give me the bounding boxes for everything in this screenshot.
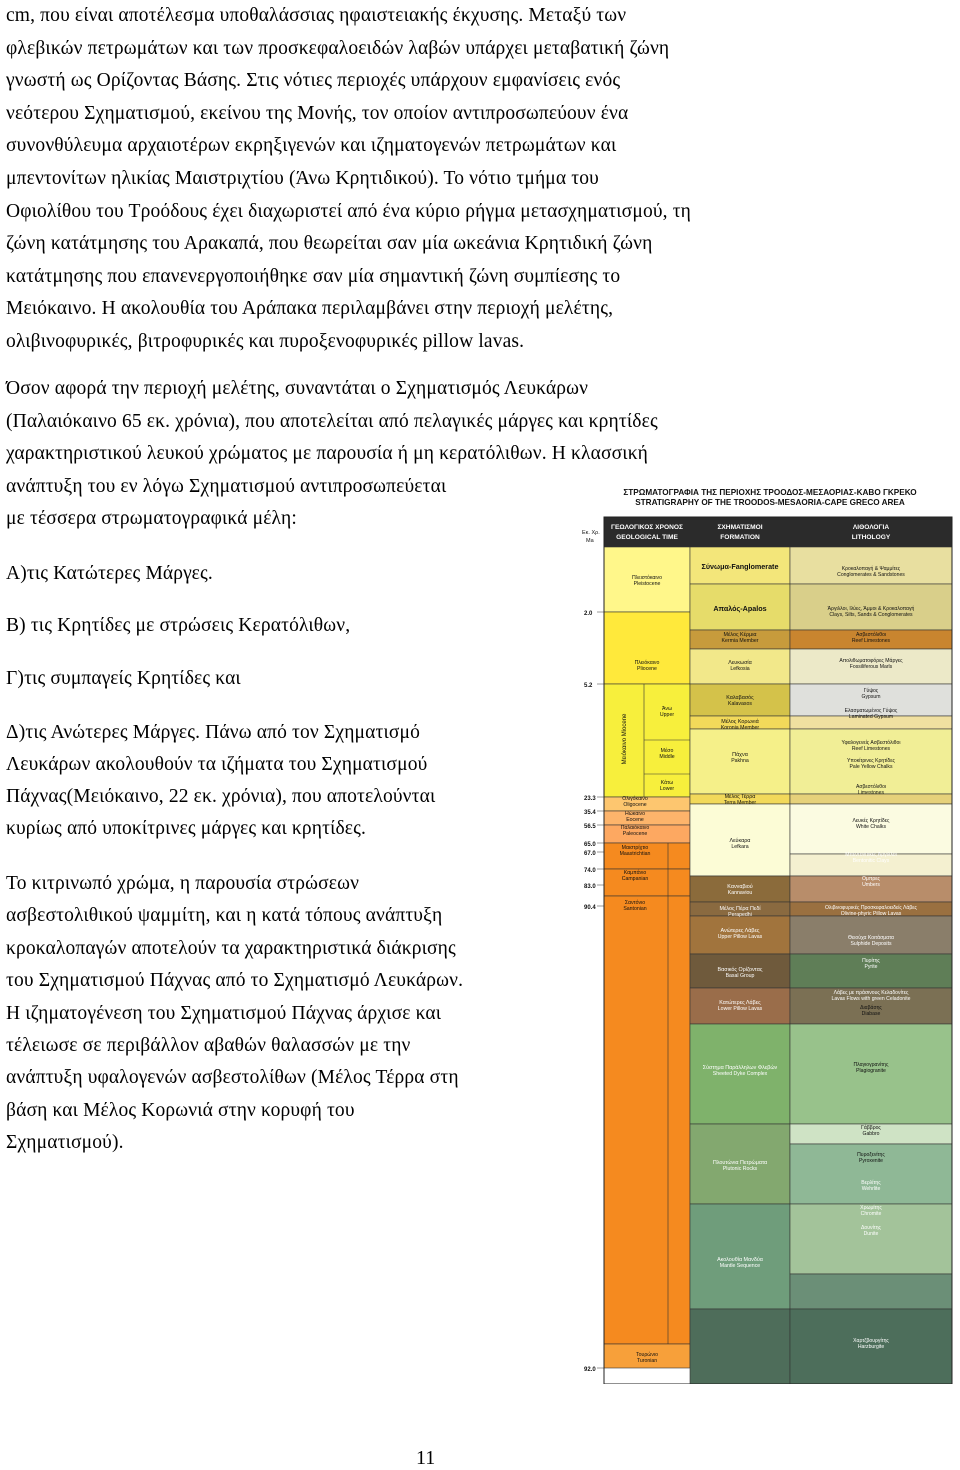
lithology-label: Ασβεστόλιθοι	[855, 632, 887, 638]
lithology-label: Μπεντονιτικές Άργιλλοι	[845, 852, 897, 858]
text-line: τέλειωσε σε περιβάλλον αβαθών θαλασσών με την	[6, 1035, 411, 1057]
formation-label: Ακολουθία Μανδύα	[717, 1257, 763, 1263]
lithology-label: Θειούχα Κοιτάσματα	[848, 935, 894, 941]
text-line: νεότερου Σχηματισμού, εκείνου της Μονής, τον οποίον αντιπροσωπεύουν ένα	[6, 102, 629, 124]
member-line: Β) τις Κρητίδες με στρώσεις Κερατόλιθων,	[6, 615, 351, 636]
formation-label: Απαλός-Apalos	[713, 604, 767, 613]
formation-label: Λευκωσία	[728, 660, 752, 666]
lithology-label-en: Laminated Gypsum	[848, 714, 894, 720]
epoch-label-en: Paleocene	[622, 831, 648, 837]
lithology-label: Ασβεστόλιθοι	[855, 784, 887, 790]
text-line: συνονθύλευμα αρχαιοτέρων εκρηξιγενών και ιζηματογενών πετρωμάτων και	[6, 135, 617, 157]
lithology-label-en: Sulphide Deposits	[850, 941, 892, 947]
formation-band	[690, 1309, 790, 1384]
epoch-label-en: Pliocene	[637, 666, 657, 672]
formation-label-en: Kalavasos	[728, 701, 752, 707]
text-line: μπεντονίτων ηλικίας Μαιστριχτίου (Άνω Κρητιδικού). Το νότιο τμήμα του	[6, 167, 599, 189]
header-time-gr: ΓΕΩΛΟΓΙΚΟΣ ΧΡΟΝΟΣ	[611, 524, 683, 531]
text-line: ζώνη κατάτμησης του Αρακαπά, που θεωρείται σαν μία ωκεάνια Κρητιδική ζώνη	[6, 233, 653, 255]
lithology-label: Υφαλογενείς Ασβεστόλιθοι	[841, 740, 901, 746]
text-line: με τέσσερα στρωματογραφικά μέλη:	[6, 508, 297, 530]
lithology-label-en: Pyroxenite	[858, 1158, 884, 1164]
member-line: κυρίως από υποκίτρινες μάργες και κρητίδες.	[6, 818, 367, 839]
epoch-label-en: Santonian	[623, 906, 647, 912]
lithology-label: Πυρίτης	[862, 958, 880, 964]
formation-label: Πλουτώνια Πετρώματα	[712, 1160, 768, 1166]
lithology-label-en: Bentonitic Clays	[852, 858, 890, 864]
header-time-en: GEOLOGICAL TIME	[616, 534, 678, 541]
miocene-sub-en: Middle	[659, 754, 675, 760]
epoch-label-en: Eocene	[626, 817, 644, 823]
formation-label: Καλαβασός	[726, 695, 754, 701]
text-line: βάση και Μέλος Κορωνιά στην κορυφή του	[6, 1099, 355, 1121]
time-band	[604, 684, 690, 797]
age-tick: 2.0	[584, 611, 593, 617]
formation-label-en: Pakhna	[731, 758, 749, 764]
miocene-label: Μειόκαινο Miocene	[622, 713, 628, 765]
text-line: του Σχηματισμού Πάχνας από το Σχηματισμό Λευκάρων.	[6, 970, 464, 992]
formation-label: Πάχνα	[732, 752, 748, 758]
header-formation	[690, 517, 790, 547]
epoch-label: Παλαιόκαινο	[620, 825, 650, 831]
text-line: χαρακτηριστικού λευκού χρώματος με παρουσία ή μη κερατόλιθων. Η κλασσική	[6, 443, 649, 465]
member-line: Δ)τις Ανώτερες Μάργες. Πάνω από τον Σχηματισμό	[6, 722, 421, 743]
lithology-label-en: Gypsum	[861, 694, 881, 700]
age-tick: 83.0	[584, 884, 596, 890]
epoch-label: Ολιγόκαινο	[622, 796, 648, 802]
lithology-band	[790, 1274, 952, 1309]
text-line: Οφιολίθου του Τροόδους έχει διαχωριστεί από ένα κύριο ρήγμα μετασχηματισμού, τη	[6, 200, 692, 222]
text-line: ανάπτυξη του εν λόγω Σχηματισμού αντιπροσωπεύεται	[6, 475, 447, 497]
text-line: (Παλαιόκαινο 65 εκ. χρόνια), που αποτελείται από πελαγικές μάργες και κρητίδες	[6, 410, 658, 432]
age-tick: 74.0	[584, 868, 596, 874]
epoch-label-en: Oligocene	[623, 802, 647, 808]
lithology-label-en: Clays, Silts, Sands & Conglomerates	[829, 612, 913, 618]
age-tick: 23.3	[584, 796, 596, 802]
text-line: κατάτμησης που επανενεργοποιήθηκε σαν μία σημαντική ζώνη συμπίεσης το	[6, 265, 621, 287]
formation-label: Μέλος Κέρμια	[723, 632, 757, 638]
formation-label-en: Koronia Member	[720, 725, 760, 731]
stratigraphy-figure	[582, 484, 954, 1384]
text-line: Το κιτρινωπό χρώμα, η παρουσία στρώσεων	[6, 873, 360, 894]
member-line: Πάχνας(Μειόκαινο, 22 εκ. χρόνια), που αποτελούνται	[6, 786, 436, 807]
lithology-label-en: Limestones	[857, 790, 885, 796]
formation-label: Σύστημα Παράλληλων Φλεβών	[702, 1065, 778, 1071]
formation-label-en: Lefkosia	[730, 666, 750, 672]
lithology-band	[790, 1024, 952, 1124]
age-tick: 35.4	[584, 810, 596, 816]
text-line: Σχηματισμού).	[6, 1132, 124, 1154]
member-line: Γ)τις συμπαγείς Κρητίδες και	[6, 668, 241, 689]
formation-label: Βασικός Ορίζοντας	[717, 967, 763, 973]
lithology-label: Γάββρος	[861, 1125, 881, 1131]
age-header: Εκ. Χρ.	[582, 530, 600, 536]
lithology-label: Λάβες με πράσινους Κελαδονίτες	[833, 990, 909, 996]
lithology-label: Πλαγιογρανίτης	[853, 1062, 889, 1068]
formation-label: Σύνωμα-Fanglomerate	[701, 562, 779, 571]
lithology-label: Κροκαλοπαγή & Ψαμμίτες	[841, 566, 901, 572]
figure-title: ΣΤΡΩΜΑΤΟΓΡΑΦΙΑ ΤΗΣ ΠΕΡΙΟΧΗΣ ΤΡΟΟΔΟΣ-ΜΕΣΑΟΡΙΑΣ-ΚΑΒΟ ΓΚΡΕΚΟ	[623, 488, 917, 497]
miocene-sub: Άνω	[661, 706, 673, 712]
lithology-label: Βερλίτης	[861, 1180, 881, 1186]
lithology-label-en: Lavas Flows with green Celadonite	[831, 996, 911, 1002]
formation-label: Λεύκαρα	[729, 838, 751, 844]
miocene-sub-en: Upper	[659, 712, 675, 718]
header-formation-gr: ΣΧΗΜΑΤΙΣΜΟΙ	[717, 524, 763, 531]
formation-label-en: Sheeted Dyke Complex	[712, 1071, 768, 1077]
formation-label-en: Kannaviou	[727, 890, 753, 896]
epoch-label-en: Maastrichtian	[619, 851, 651, 857]
lithology-label: Χαρτζβουργίτης	[853, 1338, 889, 1344]
formation-label-en: Perapedhi	[728, 912, 752, 918]
formation-label-en: Kermia Member	[721, 638, 759, 644]
lithology-label-en: Gabbro	[862, 1131, 880, 1137]
formation-label-en: Plutonic Rocks	[722, 1166, 758, 1172]
epoch-label: Μαιστρίχτιο	[621, 845, 649, 851]
member-line: Α)τις Κατώτερες Μάργες.	[6, 563, 213, 584]
lithology-label-en: Conglomerates & Sandstones	[837, 572, 905, 578]
miocene-sub: Μέσο	[660, 748, 674, 754]
time-band	[604, 811, 690, 825]
lithology-label: Λευκές Κρητίδες	[852, 818, 890, 824]
lithology-label: Ολιβινοφυρικές Προσκεφαλοειδείς Λάβες	[824, 905, 918, 911]
epoch-label: Ηώκαινο	[625, 811, 645, 817]
header-formation-en: FORMATION	[720, 534, 760, 541]
epoch-label: Σαντόνιο	[624, 900, 646, 906]
text-line: Όσον αφορά την περιοχή μελέτης, συναντάται ο Σχηματισμός Λευκάρων	[6, 378, 589, 399]
header-lithology	[790, 517, 952, 547]
age-tick: 90.4	[584, 905, 596, 911]
formation-label-en: Lefkara	[731, 844, 749, 850]
time-band	[604, 896, 690, 1344]
lithology-label-en: Diabase	[861, 1011, 881, 1017]
lithology-label-en: Chromite	[860, 1211, 882, 1217]
text-line: Μειόκαινο. Η ακολουθία του Αράπακα περιλαμβάνει στην περιοχή μελέτης,	[6, 298, 614, 320]
miocene-sub-en: Lower	[659, 786, 675, 792]
epoch-label: Πλειστόκαινο	[631, 575, 663, 581]
lithology-label: Ελασματωμένος Γύψος	[844, 708, 898, 714]
formation-label: Κανναβιού	[727, 884, 753, 890]
age-tick: 5.2	[584, 683, 593, 689]
lithology-label-en: Pyrite	[864, 964, 878, 970]
text-line: γνωστή ως Ορίζοντας Βάσης. Στις νότιες περιοχές υπάρχουν εμφανίσεις ενός	[6, 70, 621, 92]
lithology-label: Δουνίτης	[861, 1225, 881, 1231]
epoch-label-en: Turonian	[636, 1358, 658, 1364]
lithology-label: Υποκίτρινες Κρητίδες	[847, 758, 895, 764]
lithology-label-en: Reef Limestones	[851, 638, 891, 644]
epoch-label-en: Campanian	[621, 876, 649, 882]
formation-label-en: Basal Group	[725, 973, 755, 979]
member-line: Λευκάρων ακολουθούν τα ιζήματα του Σχηματισμού	[6, 754, 428, 775]
lithology-label: Διαβάσης	[860, 1005, 882, 1011]
text-line: Η ιζηματογένεση του Σχηματισμού Πάχνας άρχισε και	[6, 1002, 442, 1024]
formation-label-en: Upper Pillow Lavas	[717, 934, 763, 940]
miocene-sub: Κάτω	[660, 780, 674, 786]
age-tick: 65.0	[584, 842, 596, 848]
formation-label: Μέλος Πέρα Πεδί	[719, 906, 761, 912]
figure-title-en: STRATIGRAPHY OF THE TROODOS-MESAORIA-CAPE GRECO AREA	[635, 498, 905, 507]
lithology-label-en: Fossiliferous Marls	[849, 664, 893, 670]
text-line: ολιβινοφυρικές, βιτροφυρικές και πυροξενοφυρικές pillow lavas.	[6, 330, 525, 352]
paragraph-ophiolite	[6, 0, 956, 359]
age-header-unit: Ma	[586, 538, 594, 544]
lithology-label: Απολιθωματοφόρες Μάργες	[839, 658, 903, 664]
epoch-label: Τουρώνιο	[636, 1352, 658, 1358]
formation-label: Κατώτερες Λάβες	[719, 1000, 761, 1006]
formation-label: Ανώτερες Λάβες	[720, 928, 760, 934]
age-tick: 67.0	[584, 851, 596, 857]
formation-label-en: Terra Member	[723, 800, 757, 806]
lithology-label-en: Harzburgite	[857, 1344, 885, 1350]
time-band	[604, 612, 690, 684]
formation-label-en: Lower Pillow Lavas	[717, 1006, 763, 1012]
page-number: 11	[416, 1447, 436, 1469]
formation-label: Μέλος Τέρρα	[724, 794, 756, 800]
formation-label-en: Mantle Sequence	[719, 1263, 761, 1269]
lithology-label-en: White Chalks	[855, 824, 887, 830]
text-line: κροκαλοπαγών αποτελούν τα χαρακτηριστικά διάκρισης	[6, 937, 456, 959]
text-line: ανάπτυξη υφαλογενών ασβεστολίθων (Μέλος Τέρρα στη	[6, 1067, 459, 1089]
text-line: cm, που είναι αποτέλεσμα υποθαλάσσιας ηφαιστειακής έκχυσης. Μεταξύ των	[6, 5, 627, 26]
paragraph-pakhna	[6, 868, 581, 1160]
epoch-label: Πλειόκαινο	[634, 660, 660, 666]
header-lithology-gr: ΛΙΘΟΛΟΓΙΑ	[852, 524, 890, 531]
age-tick: 92.0	[584, 1367, 596, 1373]
lithology-label-en: Umbers	[862, 882, 880, 888]
formation-label: Μέλος Κορωνιά	[721, 719, 759, 725]
epoch-label-en: Pleistocene	[633, 581, 661, 587]
lithology-label-en: Pale Yellow Chalks	[849, 764, 893, 770]
lithology-label: Άργιλλοι, Ιλύες, Άμμοι & Κροκαλοπαγή	[827, 606, 915, 612]
lithology-label: Χρωμίτης	[860, 1205, 882, 1211]
lithology-label: Γύψος	[863, 688, 879, 694]
lithology-label: Πυροξενίτης	[857, 1152, 885, 1158]
lithology-label-en: Dunite	[863, 1231, 879, 1237]
time-band	[604, 869, 690, 896]
lithology-label-en: Olivine-phyric Pillow Lavas	[840, 911, 902, 917]
epoch-label: Καμπάνιο	[623, 870, 647, 876]
lithology-label: Ομπρες	[861, 876, 881, 882]
header-lithology-en: LITHOLOGY	[851, 534, 891, 541]
text-line: φλεβικών πετρωμάτων και των προσκεφαλοειδών λαβών υπάρχει μεταβατική ζώνη	[6, 37, 670, 59]
header-time	[604, 517, 690, 547]
lithology-label-en: Reef Limestones	[851, 746, 891, 752]
lithology-label-en: Wehrlite	[861, 1186, 881, 1192]
lithology-label-en: Plagiogranite	[856, 1068, 886, 1074]
text-line: ασβεστολιθικού ψαμμίτη, και η κατά τόπους ανάπτυξη	[6, 905, 443, 927]
age-tick: 56.5	[584, 824, 596, 830]
